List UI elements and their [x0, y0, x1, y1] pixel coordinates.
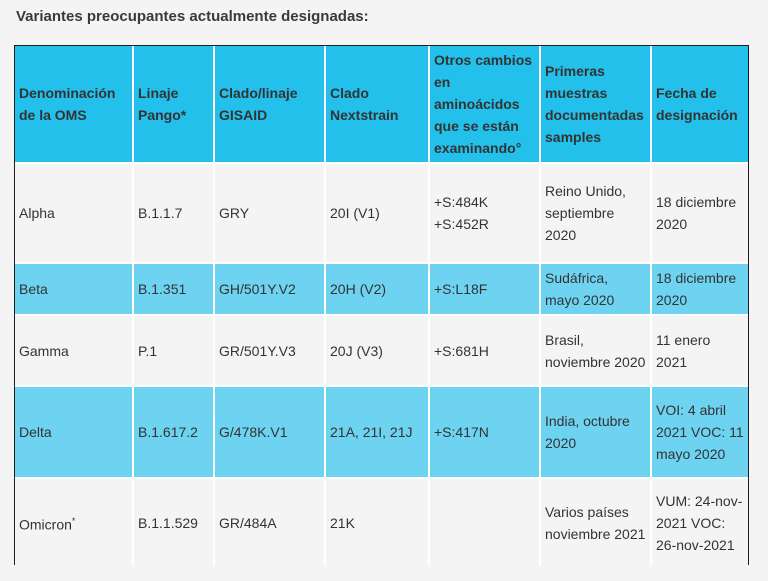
variants-table [15, 46, 748, 566]
cell-who-name: Alpha [15, 164, 134, 264]
cell-gisaid: GR/501Y.V3 [215, 316, 326, 387]
table-row [15, 316, 748, 387]
change-item: +S:L18F [434, 281, 488, 297]
cell-samples: Reino Unido, septiembre 2020 [541, 164, 652, 264]
who-name-text: Omicron [19, 516, 72, 533]
header-gisaid-clade: Clado/linaje GISAID [215, 46, 326, 164]
cell-pango: B.1.1.529 [134, 479, 215, 566]
cell-changes [430, 387, 541, 479]
table-row [15, 164, 748, 264]
cell-changes [430, 264, 541, 316]
cell-date: 18 diciembre 2020 [652, 164, 748, 264]
header-designation-date: Fecha de designación [652, 46, 748, 164]
cell-pango: B.1.351 [134, 264, 215, 316]
page-title: Variantes preocupantes actualmente designadas: [16, 8, 369, 25]
header-who-name: Denominación de la OMS [15, 46, 134, 164]
cell-samples: Sudáfrica, mayo 2020 [541, 264, 652, 316]
cell-nextstrain: 21A, 21I, 21J [326, 387, 430, 479]
cell-who-name: Beta [15, 264, 134, 316]
change-item: +S:484K [434, 194, 489, 210]
cell-nextstrain: 20H (V2) [326, 264, 430, 316]
cell-gisaid: GH/501Y.V2 [215, 264, 326, 316]
header-amino-acid-changes: Otros cambios en aminoácidos que se están examinando° [430, 46, 541, 164]
cell-samples: India, octubre 2020 [541, 387, 652, 479]
cell-date: 11 enero 2021 [652, 316, 748, 387]
cell-who-name [15, 479, 134, 566]
cell-who-name: Delta [15, 387, 134, 479]
cell-nextstrain: 20J (V3) [326, 316, 430, 387]
cell-pango: P.1 [134, 316, 215, 387]
cell-samples: Brasil, noviembre 2020 [541, 316, 652, 387]
cell-date: VOI: 4 abril 2021 VOC: 11 mayo 2020 [652, 387, 748, 479]
cell-date: 18 diciembre 2020 [652, 264, 748, 316]
variants-table-container [14, 45, 749, 565]
cell-nextstrain: 20I (V1) [326, 164, 430, 264]
header-first-samples: Primeras muestras documentadas samples [541, 46, 652, 164]
cell-changes [430, 164, 541, 264]
header-pango-lineage: Linaje Pango* [134, 46, 215, 164]
change-item: +S:681H [434, 342, 489, 359]
cell-date: VUM: 24-nov-2021 VOC: 26-nov-2021 [652, 479, 748, 566]
table-row [15, 264, 748, 316]
table-header-row [15, 46, 748, 164]
header-nextstrain-clade: Clado Nextstrain [326, 46, 430, 164]
change-item: +S:452R [434, 216, 489, 232]
cell-changes [430, 479, 541, 566]
footnote-marker: * [71, 515, 76, 526]
cell-pango: B.1.1.7 [134, 164, 215, 264]
cell-changes [430, 316, 541, 387]
cell-nextstrain: 21K [326, 479, 430, 566]
cell-gisaid: GRY [215, 164, 326, 264]
cell-who-name: Gamma [15, 316, 134, 387]
cell-gisaid: GR/484A [215, 479, 326, 566]
cell-samples: Varios países noviembre 2021 [541, 479, 652, 566]
cell-gisaid: G/478K.V1 [215, 387, 326, 479]
table-row [15, 387, 748, 479]
change-item: +S:417N [434, 424, 489, 440]
table-row [15, 479, 748, 566]
cell-pango: B.1.617.2 [134, 387, 215, 479]
